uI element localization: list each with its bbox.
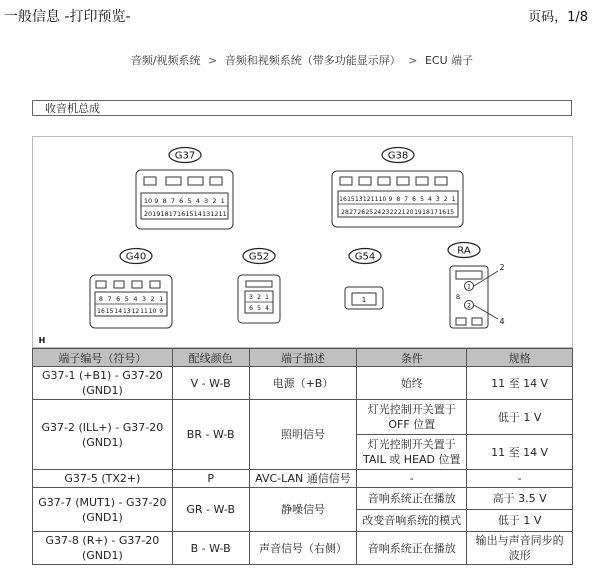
page-header-title: 一般信息 -打印预览- bbox=[4, 9, 131, 25]
pin-number: 7 bbox=[107, 295, 112, 303]
pin-number: 24 bbox=[373, 209, 382, 216]
connector-diagram bbox=[32, 136, 573, 348]
pin-number: 5 bbox=[420, 196, 424, 203]
pin-number: 26 bbox=[357, 209, 366, 216]
latch bbox=[150, 281, 160, 288]
breadcrumb-separator: > bbox=[408, 54, 418, 67]
cell-terminal: G37-8 (R+) - G37-20 (GND1) bbox=[33, 532, 173, 565]
cell-terminal: G37-7 (MUT1) - G37-20 (GND1) bbox=[33, 488, 173, 532]
pin-number: 14 bbox=[114, 308, 123, 315]
pin-number: 7 bbox=[170, 197, 175, 205]
cell-spec: 低于 1 V bbox=[467, 400, 573, 435]
pin-number: 11 bbox=[370, 196, 379, 203]
pin-number: 1 bbox=[451, 196, 456, 203]
cell-description: AVC-LAN 通信信号 bbox=[249, 470, 357, 488]
pin-number: 15 bbox=[185, 210, 194, 218]
cell-description: 静噪信号 bbox=[249, 488, 357, 532]
pin-number: 20 bbox=[143, 210, 153, 218]
pin-number: 1 bbox=[159, 295, 164, 303]
latch bbox=[340, 177, 352, 185]
latch bbox=[166, 177, 181, 185]
pin-number: 1 bbox=[467, 283, 471, 291]
latch bbox=[472, 318, 482, 325]
pin-number: 15 bbox=[446, 209, 455, 216]
pin-number: 1 bbox=[265, 294, 269, 301]
connector-label: G38 bbox=[387, 150, 409, 162]
pin-number: 19 bbox=[414, 209, 422, 216]
pin-number: 6 bbox=[179, 197, 184, 205]
pin-label: B bbox=[455, 294, 461, 301]
latch bbox=[210, 177, 222, 185]
pin-number: 2 bbox=[467, 302, 471, 310]
column-header-condition: 条件 bbox=[357, 349, 467, 367]
latch bbox=[435, 177, 447, 185]
cell-condition: 灯光控制开关置于 OFF 位置 bbox=[357, 400, 467, 435]
callout-number: 4 bbox=[499, 317, 505, 326]
pin-number: 18 bbox=[422, 209, 430, 216]
cell-wire-color: P bbox=[172, 470, 249, 488]
latch bbox=[114, 281, 124, 288]
breadcrumb bbox=[0, 52, 604, 68]
cell-spec: 11 至 14 V bbox=[467, 435, 573, 470]
pin-number: 15 bbox=[105, 308, 114, 315]
pin-number: 22 bbox=[389, 209, 398, 216]
pin-number: 23 bbox=[381, 209, 390, 216]
pin-number: 18 bbox=[160, 210, 169, 218]
pin-number: 5 bbox=[257, 305, 261, 312]
pin-number: 3 bbox=[141, 295, 147, 303]
pin-number: 2 bbox=[212, 197, 217, 205]
pin-number: 5 bbox=[187, 197, 192, 205]
pin-number: 19 bbox=[152, 210, 161, 218]
pin-number: 13 bbox=[354, 196, 363, 203]
pin-number: 1 bbox=[361, 296, 367, 304]
pin-number: 2 bbox=[150, 295, 155, 303]
cell-condition: 始终 bbox=[357, 367, 467, 400]
pin-number: 6 bbox=[412, 196, 417, 203]
pin-number: 21 bbox=[397, 209, 406, 216]
cell-spec: - bbox=[467, 470, 573, 488]
terminal-table bbox=[32, 348, 573, 565]
latch bbox=[456, 271, 482, 279]
cell-condition: 灯光控制开关置于 TAIL 或 HEAD 位置 bbox=[357, 435, 467, 470]
connector-label: G37 bbox=[174, 150, 196, 162]
pin-number: 8 bbox=[98, 295, 104, 303]
pin-number: 27 bbox=[349, 209, 357, 216]
pin-number: 5 bbox=[124, 295, 129, 303]
latch bbox=[144, 177, 156, 185]
table-row bbox=[33, 470, 573, 488]
column-header-description: 端子描述 bbox=[249, 349, 357, 367]
connector-label: G54 bbox=[354, 251, 376, 263]
section-title-box bbox=[32, 100, 572, 116]
pin-number: 20 bbox=[405, 209, 414, 216]
latch bbox=[456, 318, 466, 325]
latch bbox=[188, 177, 203, 185]
latch bbox=[96, 281, 106, 288]
cell-condition: - bbox=[357, 470, 467, 488]
pin-number: 15 bbox=[347, 196, 355, 203]
pin-number: 13 bbox=[122, 308, 131, 315]
latch bbox=[397, 177, 409, 185]
pin-number: 2 bbox=[257, 294, 261, 301]
cell-spec: 高于 3.5 V bbox=[467, 488, 573, 510]
cell-spec: 11 至 14 V bbox=[467, 367, 573, 400]
latch bbox=[378, 177, 390, 185]
corner-mark: H bbox=[38, 336, 46, 345]
cell-condition: 音响系统正在播放 bbox=[357, 532, 467, 565]
table-row bbox=[33, 532, 573, 565]
pin-number: 2 bbox=[443, 196, 448, 203]
pin-number: 7 bbox=[404, 196, 409, 203]
pin-number: 17 bbox=[168, 210, 178, 218]
cell-spec: 输出与声音同步的波形 bbox=[467, 532, 573, 565]
table-header-row bbox=[33, 349, 573, 367]
pin-number: 25 bbox=[365, 209, 374, 216]
column-header-wire-color: 配线颜色 bbox=[172, 349, 249, 367]
page-number: 页码，1/8 bbox=[528, 10, 588, 25]
cell-wire-color: V - W-B bbox=[172, 367, 249, 400]
cell-terminal: G37-2 (ILL+) - G37-20 (GND1) bbox=[33, 400, 173, 470]
pin-number: 12 bbox=[210, 210, 219, 218]
latch bbox=[246, 281, 272, 287]
cell-wire-color: BR - W-B bbox=[172, 400, 249, 470]
cell-condition: 改变音响系统的模式 bbox=[357, 510, 467, 532]
pin-number: 8 bbox=[162, 197, 167, 205]
callout-number: 2 bbox=[499, 263, 505, 272]
cell-description: 电源（+B） bbox=[249, 367, 357, 400]
latch bbox=[132, 281, 142, 288]
pin-number: 3 bbox=[204, 197, 209, 205]
pin-number: 14 bbox=[193, 210, 202, 218]
cell-condition: 音响系统正在播放 bbox=[357, 488, 467, 510]
pin-number: 12 bbox=[131, 308, 140, 315]
pin-number: 3 bbox=[435, 196, 440, 203]
pin-number: 16 bbox=[177, 210, 186, 218]
pin-number: 4 bbox=[133, 295, 138, 303]
pin-number: 16 bbox=[438, 209, 447, 216]
cell-terminal: G37-1 (+B1) - G37-20 (GND1) bbox=[33, 367, 173, 400]
pin-number: 11 bbox=[218, 210, 227, 218]
pin-number: 16 bbox=[339, 196, 347, 203]
section-title: 收音机总成 bbox=[45, 102, 100, 115]
pin-number: 3 bbox=[249, 294, 253, 301]
table-row bbox=[33, 488, 573, 510]
pin-number: 4 bbox=[195, 197, 200, 205]
cell-spec: 低于 1 V bbox=[467, 510, 573, 532]
pin-number: 4 bbox=[427, 196, 432, 203]
cell-terminal: G37-5 (TX2+) bbox=[33, 470, 173, 488]
pin-number: 10 bbox=[143, 197, 153, 205]
pin-number: 16 bbox=[97, 308, 105, 315]
breadcrumb-separator: > bbox=[208, 54, 218, 67]
cell-description: 照明信号 bbox=[249, 400, 357, 470]
column-header-terminal: 端子编号（符号） bbox=[33, 349, 173, 367]
pin-number: 28 bbox=[341, 209, 349, 216]
pin-number: 9 bbox=[154, 197, 159, 205]
pin-number: 10 bbox=[378, 196, 387, 203]
pin-number: 17 bbox=[430, 209, 438, 216]
latch bbox=[359, 177, 371, 185]
pin-number: 9 bbox=[159, 308, 164, 315]
column-header-spec: 规格 bbox=[467, 349, 573, 367]
cell-description: 声音信号（右侧） bbox=[249, 532, 357, 565]
connector-label: G40 bbox=[125, 251, 147, 263]
pin-number: 1 bbox=[220, 197, 225, 205]
table-row bbox=[33, 367, 573, 400]
pin-number: 12 bbox=[362, 196, 371, 203]
breadcrumb-item-audio-video[interactable]: 音频/视频系统 bbox=[130, 54, 201, 67]
pin-number: 10 bbox=[148, 308, 157, 315]
pin-number: 11 bbox=[140, 308, 148, 315]
cell-wire-color: GR - W-B bbox=[172, 488, 249, 532]
pin-number: 4 bbox=[265, 305, 269, 312]
connector-label: RA bbox=[457, 245, 471, 257]
breadcrumb-item-system[interactable]: 音频和视频系统（带多功能显示屏） bbox=[224, 54, 401, 67]
breadcrumb-item-ecu-terminals[interactable]: ECU 端子 bbox=[424, 54, 474, 67]
connector-label: G52 bbox=[248, 251, 270, 263]
pin-number: 9 bbox=[388, 196, 393, 203]
table-row bbox=[33, 400, 573, 435]
pin-number: 13 bbox=[201, 210, 211, 218]
pin-number: 6 bbox=[249, 305, 253, 312]
latch bbox=[416, 177, 428, 185]
pin-number: 8 bbox=[396, 196, 401, 203]
cell-wire-color: B - W-B bbox=[172, 532, 249, 565]
pin-number: 6 bbox=[116, 295, 121, 303]
